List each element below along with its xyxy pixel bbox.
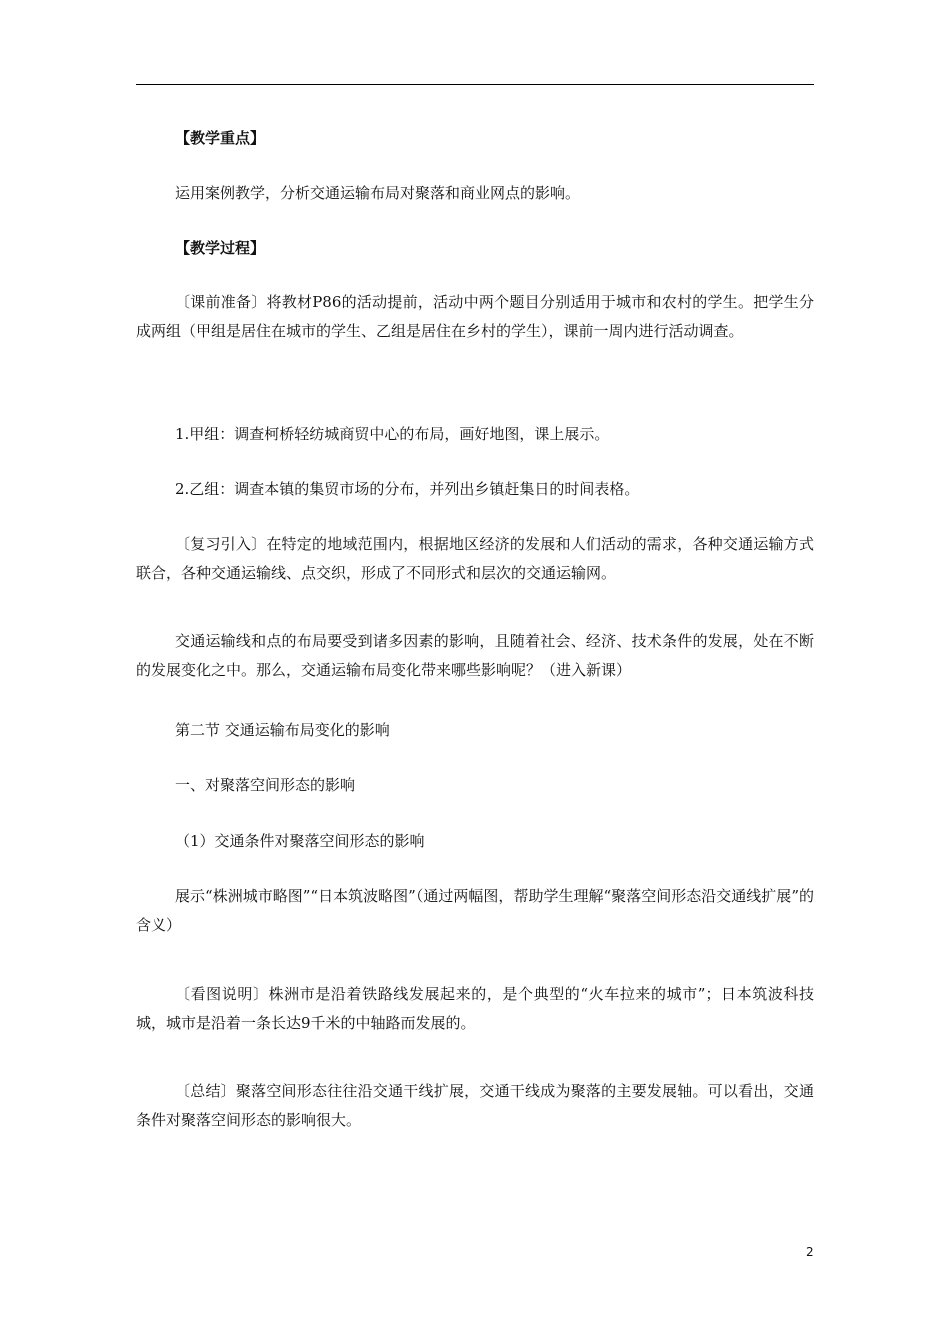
paragraph-map-explanation: 〔看图说明〕株洲市是沿着铁路线发展起来的，是个典型的“火车拉来的城市”；日本筑波科技城，城市是沿着一条长达9千米的中轴路而发展的。 bbox=[136, 985, 814, 1032]
page-number: 2 bbox=[806, 1245, 814, 1259]
heading-teaching-process: 【教学过程】 bbox=[175, 239, 266, 257]
paragraph-show-maps: 展示“株洲城市略图”“日本筑波略图”（通过两幅图，帮助学生理解“聚落空间形态沿交通线扩展”的含义） bbox=[136, 887, 814, 934]
sub-subsection-title: （1）交通条件对聚落空间形态的影响 bbox=[175, 832, 425, 850]
header-rule bbox=[136, 84, 814, 85]
paragraph-group-b: 2.乙组：调查本镇的集贸市场的分布，并列出乡镇赶集日的时间表格。 bbox=[175, 480, 640, 498]
paragraph-group-a: 1.甲组：调查柯桥轻纺城商贸中心的布局，画好地图，课上展示。 bbox=[175, 425, 610, 443]
paragraph-teaching-focus: 运用案例教学，分析交通运输布局对聚落和商业网点的影响。 bbox=[175, 184, 581, 202]
paragraph-transition: 交通运输线和点的布局要受到诸多因素的影响，且随着社会、经济、技术条件的发展，处在不断的发展变化之中。那么，交通运输布局变化带来哪些影响呢？（进入新课） bbox=[136, 632, 814, 679]
section-title: 第二节 交通运输布局变化的影响 bbox=[175, 721, 390, 739]
subsection-title: 一、对聚落空间形态的影响 bbox=[175, 776, 356, 794]
paragraph-summary: 〔总结〕聚落空间形态往往沿交通干线扩展，交通干线成为聚落的主要发展轴。可以看出，交通条件对聚落空间形态的影响很大。 bbox=[136, 1082, 814, 1129]
paragraph-preparation: 〔课前准备〕将教材P86的活动提前，活动中两个题目分别适用于城市和农村的学生。把学生分成两组（甲组是居住在城市的学生、乙组是居住在乡村的学生），课前一周内进行活动调查。 bbox=[136, 293, 814, 340]
heading-teaching-focus: 【教学重点】 bbox=[175, 129, 266, 147]
paragraph-review-intro: 〔复习引入〕在特定的地域范围内，根据地区经济的发展和人们活动的需求，各种交通运输方式联合，各种交通运输线、点交织，形成了不同形式和层次的交通运输网。 bbox=[136, 535, 814, 582]
